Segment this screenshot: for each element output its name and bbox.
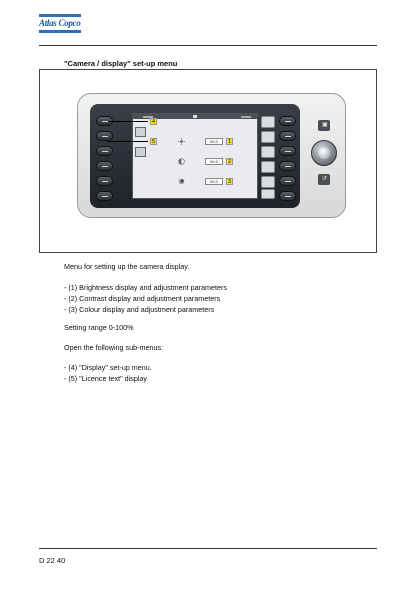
rotary-joystick[interactable] bbox=[311, 140, 337, 166]
list-item-contrast: - (2) Contrast display and adjustment parameters bbox=[64, 294, 221, 303]
back-button[interactable] bbox=[318, 174, 330, 185]
brightness-icon bbox=[178, 138, 185, 145]
square-icon: ▣ bbox=[322, 122, 328, 128]
joystick-knob[interactable] bbox=[318, 147, 330, 159]
submenu-item-licence: - (5) "Licence text" display bbox=[64, 374, 148, 383]
submenu-item-display: - (4) "Display" set-up menu. bbox=[64, 363, 152, 372]
contrast-value[interactable]: 00.0 bbox=[205, 158, 223, 165]
badge-1: 1 bbox=[226, 138, 233, 145]
screen-right-icons bbox=[261, 113, 275, 199]
setting-range-text: Setting range 0-100% bbox=[64, 323, 134, 332]
status-right bbox=[241, 116, 251, 118]
intro-text: Menu for setting up the camera display. bbox=[64, 262, 190, 271]
list-item-colour: - (3) Colour display and adjustment parameters bbox=[64, 305, 215, 314]
licence-text-thumb[interactable] bbox=[135, 147, 146, 157]
colour-value[interactable]: 00.0 bbox=[205, 178, 223, 185]
display-bezel bbox=[90, 104, 300, 208]
section-heading: "Camera / display" set-up menu bbox=[64, 59, 178, 68]
left-softkey-5[interactable] bbox=[96, 176, 113, 186]
right-softkey-3[interactable] bbox=[279, 146, 296, 156]
colour-icon bbox=[178, 178, 185, 185]
footer-rule bbox=[39, 548, 377, 549]
right-softkey-2[interactable] bbox=[279, 131, 296, 141]
callout-4: 4 bbox=[150, 118, 157, 125]
info-icon[interactable] bbox=[261, 116, 275, 128]
right-softkey-1[interactable] bbox=[279, 116, 296, 126]
menu-square-button[interactable] bbox=[318, 120, 330, 131]
control-panel bbox=[310, 102, 340, 210]
callout-5: 5 bbox=[150, 138, 157, 145]
right-softkey-6[interactable] bbox=[279, 191, 296, 201]
left-softkey-6[interactable] bbox=[96, 191, 113, 201]
device-figure bbox=[39, 69, 377, 253]
atlas-copco-logo bbox=[39, 14, 81, 36]
right-softkey-4[interactable] bbox=[279, 161, 296, 171]
badge-3: 3 bbox=[226, 178, 233, 185]
light-icon[interactable] bbox=[261, 161, 275, 173]
page-footer-code: D 22 40 bbox=[39, 556, 66, 565]
logo-bar-bottom bbox=[39, 30, 81, 33]
contrast-icon bbox=[178, 158, 185, 165]
camera-display-screen bbox=[132, 113, 258, 199]
logo-wordmark: Atlas Copco bbox=[39, 18, 81, 28]
list-item-brightness: - (1) Brightness display and adjustment parameters bbox=[64, 283, 227, 292]
settings-icon[interactable] bbox=[261, 131, 275, 143]
status-center-icon bbox=[193, 115, 197, 118]
camera-display-icon[interactable] bbox=[261, 176, 275, 188]
left-softkey-2[interactable] bbox=[96, 131, 113, 141]
left-softkey-3[interactable] bbox=[96, 146, 113, 156]
return-icon: ↺ bbox=[322, 176, 328, 182]
header-rule bbox=[39, 45, 377, 46]
display-unit bbox=[77, 93, 346, 218]
callout-line-5 bbox=[108, 141, 148, 142]
rotate-icon[interactable] bbox=[261, 146, 275, 158]
grid-menu-icon[interactable] bbox=[261, 189, 275, 199]
submenu-intro-text: Open the following sub-menus: bbox=[64, 343, 164, 352]
brightness-value[interactable]: 00.0 bbox=[205, 138, 223, 145]
display-menu-thumb[interactable] bbox=[135, 127, 146, 137]
callout-line-4 bbox=[108, 121, 148, 122]
badge-2: 2 bbox=[226, 158, 233, 165]
right-softkey-5[interactable] bbox=[279, 176, 296, 186]
left-softkey-4[interactable] bbox=[96, 161, 113, 171]
